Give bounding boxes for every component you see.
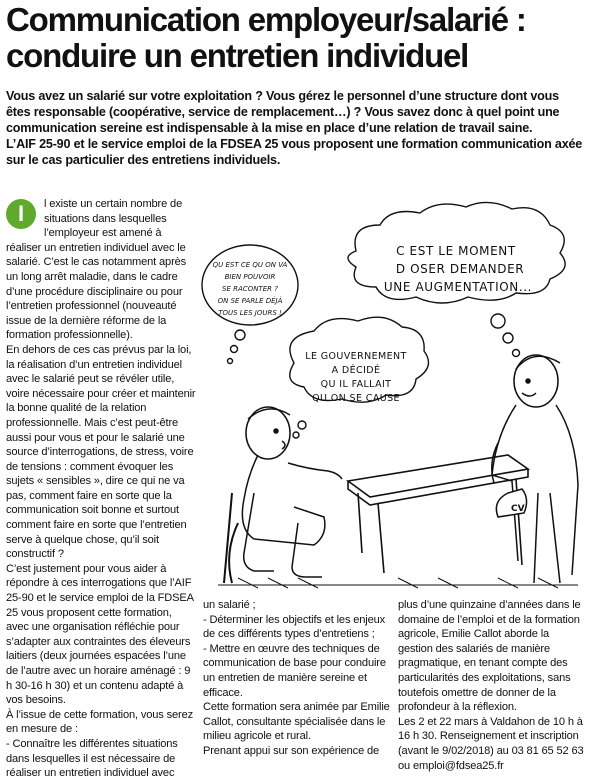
bubble-big-line-3: UNE AUGMENTATION... <box>383 280 533 294</box>
paragraph-8: - Mettre en œuvre des techniques de communication de base pour conduire un entretien de manière sereine et efficace. <box>203 642 386 699</box>
bubble-small-line-5: TOUS LES JOURS ! <box>218 309 282 317</box>
intro-lead <box>6 88 584 168</box>
paragraph-2: En dehors de ces cas prévus par la loi, la réalisation d’un entretien individuel avec le salarié peut se révéler utile, voire nécessaire pour créer et maintenir la bonne qualité de la relation professionnelle. Mais c’est peut-être aussi pour vous et pour le salarié une source d’interrogations, de stress, voire de tensions : comment évoquer les sujets « sensibles », dire ce qui ne va pas, comment faire en sorte que la communication soit bonne et surtout comment faire en sorte que l’entretien serve à quelque chose, qu’il soit constructif ? <box>6 343 196 561</box>
article-column-1 <box>6 197 197 781</box>
paragraph-11: plus d’une quinzaine d’années dans le domaine de l’emploi et de la formation agricole, Emilie Callot aborde la gestion des salariés de manière pragmatique, en tenant compte des particularités des exploitations, sans toutefois omettre de donner de la profondeur à la réflexion. <box>398 599 581 714</box>
paragraph-10: Prenant appui sur son expérience de <box>203 744 380 757</box>
paragraph-4: À l’issue de cette formation, vous serez en mesure de : <box>6 708 193 736</box>
title-line-1: Communication employeur/salarié : <box>6 1 526 38</box>
bubble-small-line-3: SE RACONTER ? <box>222 285 278 293</box>
paragraph-7: - Déterminer les objectifs et les enjeux de ces différents types d’entretiens ; <box>203 613 386 641</box>
article-column-3 <box>398 598 586 773</box>
paragraph-3: C’est justement pour vous aider à répondre à ces interrogations que l’AIF 25-90 et le service emploi de la FDSEA 25 vous proposent cette formation, avec une organisation réfléchie pour s’adapter aux contraintes des éleveurs laitiers (deux journées espacées l’une de l’autre avec un horaire aménagé : 9 h 30-16 h 30) et un contenu adapté à vos besoins. <box>6 562 194 707</box>
bubble-big-line-2: D OSER DEMANDER <box>395 262 525 276</box>
dropcap-badge: I <box>6 199 36 229</box>
bubble-small-line-1: QU EST CE QU ON VA <box>212 261 288 269</box>
paragraph-6: un salarié ; <box>203 599 256 611</box>
bubble-mid-line-1: LE GOUVERNEMENT <box>305 351 407 362</box>
title-line-2: conduire un entretien individuel <box>6 37 469 74</box>
bubble-small-line-2: BIEN POUVOIR <box>224 273 276 281</box>
paragraph-opening-text: l existe un certain nombre de situations dans lesquelles l’employeur est amené à réaliser un entretien individuel avec le salarié. C’est le cas notamment après un long arrêt maladie, dans le cadre d’une procédure disciplinaire ou pour l’entretien professionnel (nouveauté issue de la dernière réforme de la formation professionnelle). <box>6 198 187 342</box>
bubble-mid-line-3: QU IL FALLAIT <box>320 379 392 390</box>
paragraph-9: Cette formation sera animée par Emilie Callot, consultante spécialisée dans le milieu agricole et rural. <box>203 701 390 743</box>
bubble-big-line-1: C EST LE MOMENT <box>396 244 516 258</box>
floor-shadow <box>218 578 578 588</box>
bubble-mid-line-2: A DÉCIDÉ <box>331 365 381 376</box>
article-column-2 <box>203 598 390 759</box>
cartoon-illustration <box>198 193 590 593</box>
cv-sign-text: CV <box>511 504 525 514</box>
bubble-small-line-4: ON SE PARLE DÉJÀ <box>217 297 283 305</box>
bubble-mid-line-4: QU ON SE CAUSE <box>312 393 400 404</box>
article-title <box>6 2 586 74</box>
seated-man-drawing <box>224 407 342 583</box>
intro-paragraph-2: L’AIF 25-90 et le service emploi de la FDSEA 25 vous proposent une formation communication axée sur le cas particulier des entretiens individuels. <box>6 137 583 167</box>
paragraph-12: Les 2 et 22 mars à Valdahon de 10 h à 16 h 30. Renseignement et inscription (avant le 9/02/2018) au 03 81 65 52 63 ou emploi@fdsea25.fr <box>398 715 584 772</box>
intro-paragraph-1: Vous avez un salarié sur votre exploitation ? Vous gérez le personnel d’une structure dont vous êtes responsable (coopérative, service de remplacement…) ? Vous savez donc à quel point une communication sereine est indispensable à la mise en place d’une relation de travail saine. <box>6 89 560 135</box>
paragraph-opening <box>6 197 197 343</box>
paragraph-5: - Connaître les différentes situations dans lesquelles il est nécessaire de réaliser un entretien individuel avec <box>6 737 178 780</box>
